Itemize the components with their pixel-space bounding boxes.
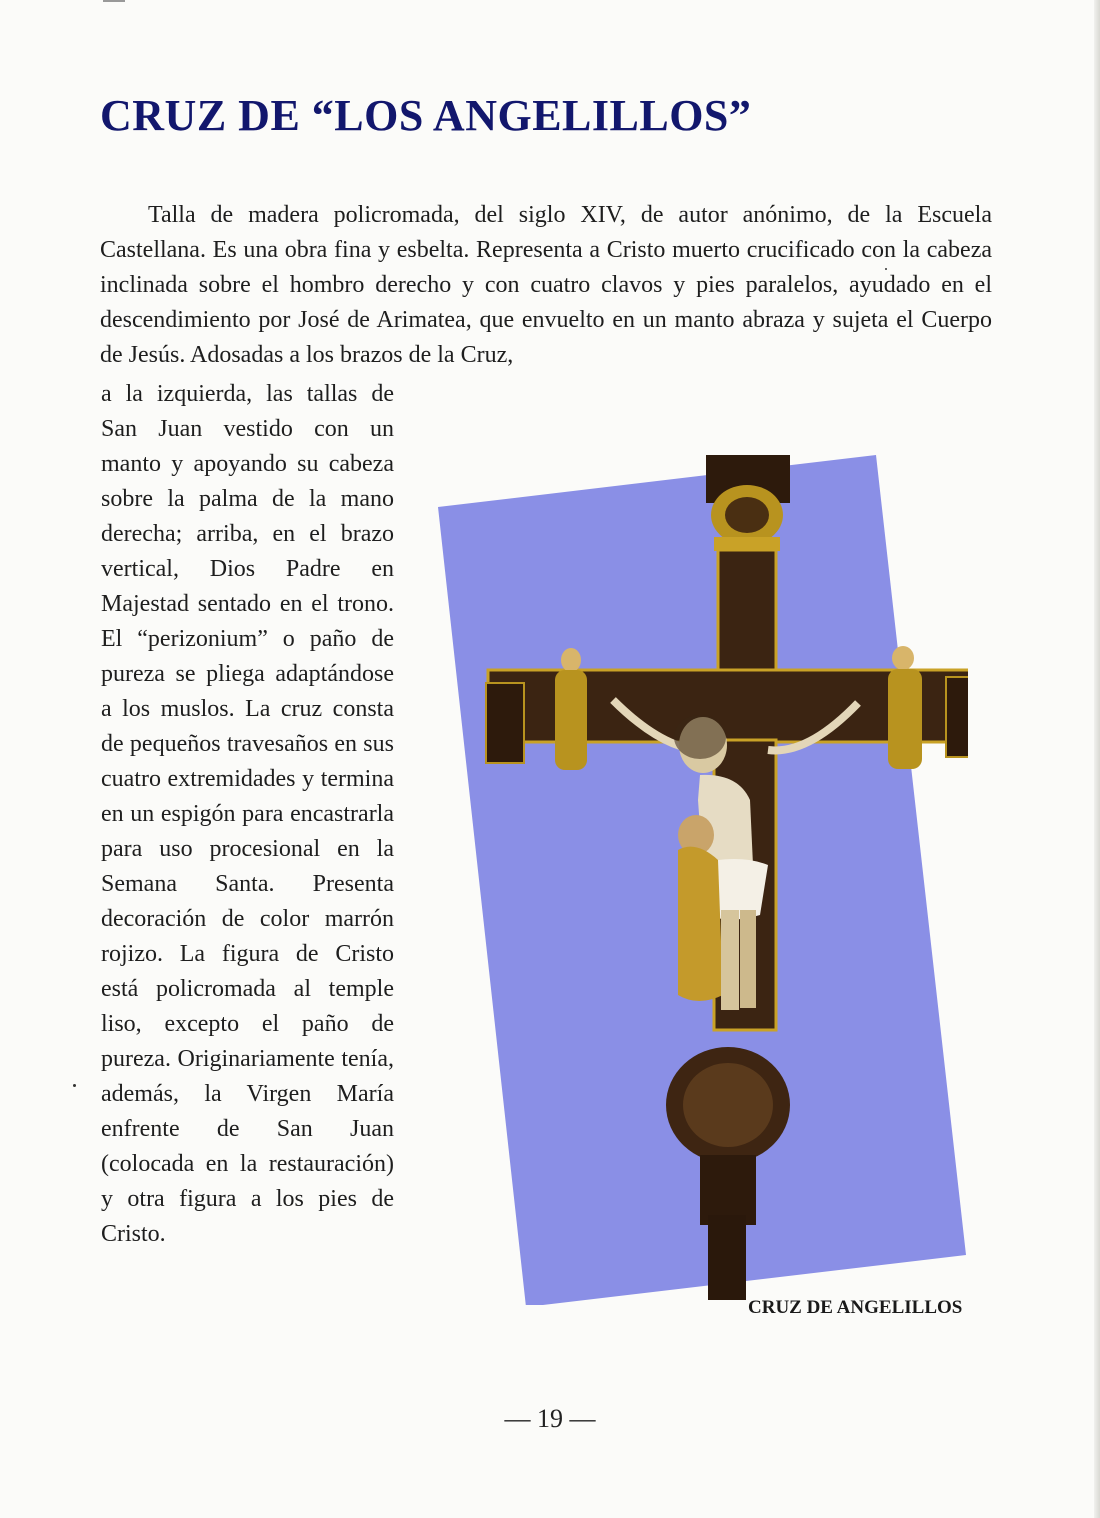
cross-spike bbox=[700, 1155, 756, 1225]
page-edge bbox=[1094, 0, 1100, 1518]
christ-legs bbox=[721, 910, 739, 1010]
figure-right-body bbox=[888, 669, 922, 769]
scan-mark bbox=[103, 0, 125, 2]
cross-photo-svg bbox=[438, 455, 968, 1305]
figure-right-head bbox=[892, 646, 914, 670]
intro-paragraph: Talla de madera policromada, del siglo XIV, de autor anónimo, de la Escuela Castellana. Es una obra fina y esbelta. Representa a Cristo muerto crucificado con la cabeza inclinada sobre el hombro derecho y con cuatro clavos y pies paralelos, ayudado en el descendimiento por José de Arimatea, que envuelto en un manto abraza y sujeta el Cuerpo de Jesús. Adosadas a los brazos de la Cruz, bbox=[100, 202, 992, 368]
christ-hair bbox=[674, 715, 726, 759]
christ-legs-right bbox=[740, 910, 756, 1008]
cross-upper-beam bbox=[718, 550, 776, 670]
cross-photo bbox=[438, 455, 968, 1305]
arimatea-body bbox=[678, 847, 723, 1001]
cross-ornament-inner bbox=[725, 497, 769, 533]
column-paragraph: a la izquierda, las tallas de San Juan vestido con un manto y apoyando su cabeza sobre la palma de la mano derecha; arriba, en el brazo vertical, Dios Padre en Majestad sentado en el trono. El “perizonium” o paño de pureza se pliega adaptándose a los muslos. La cruz consta de pequeños travesaños en sus cuatro extremidades y termina en un espigón para encastrarla para uso procesional en la Semana Santa. Presenta decoración de color marrón rojizo. La figura de Cristo está policromada al temple liso, excepto el paño de pureza. Originariamente tenía, además, la Virgen María enfrente de San Juan (colocada en la restauración) y otra figura a los pies de Cristo. bbox=[101, 381, 394, 1247]
cross-spike-end bbox=[708, 1215, 746, 1300]
scan-speck bbox=[73, 1084, 76, 1087]
photo-caption: CRUZ DE ANGELILLOS bbox=[748, 1297, 963, 1318]
cross-bottom-bulb-inner bbox=[683, 1063, 773, 1147]
scan-speck bbox=[885, 268, 887, 270]
cross-left-end bbox=[486, 683, 524, 763]
figure-left-body bbox=[555, 670, 587, 770]
page-title: CRUZ DE “LOS ANGELILLOS” bbox=[100, 91, 752, 140]
page-number: — 19 — bbox=[504, 1404, 596, 1433]
figure-left-head bbox=[561, 648, 581, 672]
cross-right-end bbox=[946, 677, 968, 757]
